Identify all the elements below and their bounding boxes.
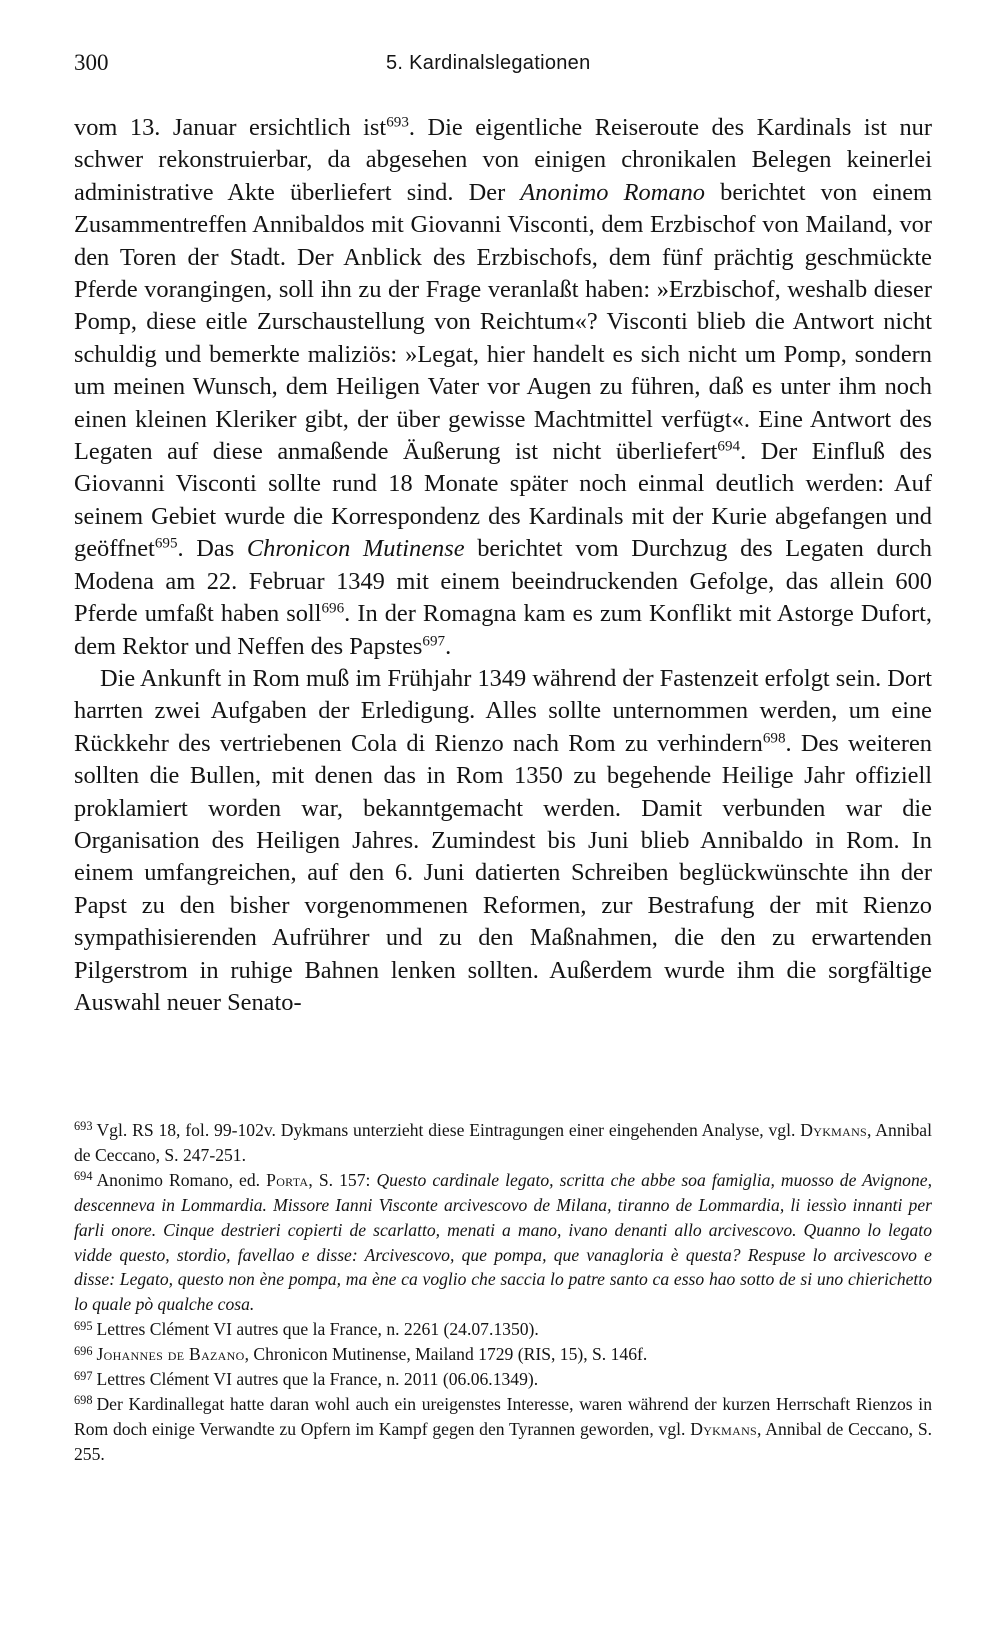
text-run: Lettres Clément VI autres que la France, n. 2011 (06.06.1349). <box>96 1369 539 1390</box>
author-name: Johannes de Bazano <box>96 1344 245 1365</box>
italic-title: Chronicon Mutinense <box>246 535 465 563</box>
text-run: . Des weiteren sollten die Bullen, mit denen das in Rom 1350 zu begehende Heilige Jahr offiziell proklamiert worden war, bekanntgemacht werden. Damit verbunden war die Organisation des Heiligen Jahres. Zumindest bis Juni blieb Annibaldo in Rom. In einem umfangreichen, auf den 6. Juni datierten Schreiben beglückwünschte ihn der Papst zu den bisher vorgenommenen Reformen, zur Bestrafung der mit Rienzo sympathisierenden Aufrührer und zu den Maßnahmen, die den zu erwartenden Pilgerstrom in ruhige Bahnen lenken sollten. Außerdem wurde ihm die sorgfältige Auswahl neuer Senato- <box>74 729 933 1016</box>
footnote-697 <box>74 1367 932 1392</box>
paragraph-2 <box>74 663 932 1019</box>
paragraph-1 <box>74 112 932 663</box>
footnote-ref-697: 697 <box>422 633 446 650</box>
footnote-number: 694 <box>74 1169 93 1184</box>
text-run: . Der Einfluß des Giovanni Visconti sollte rund 18 Monate später noch einmal deutlich werden: Auf seinem Gebiet wurde die Korrespondenz des Kardinals mit der Kurie abgefangen und geöffnet <box>74 438 932 563</box>
footnote-ref-695: 695 <box>154 535 178 552</box>
text-run: , Annibal de Ceccano, S. 247-251. <box>74 1120 932 1165</box>
footnote-ref-693: 693 <box>386 114 409 131</box>
footnote-693 <box>74 1118 932 1168</box>
footnote-number: 695 <box>74 1318 93 1333</box>
text-run: berichtet vom Durchzug des Legaten durch Modena am 22. Februar 1349 mit einem beeindruckenden Gefolge, das allein 600 Pferde umfaßt haben soll <box>74 535 932 628</box>
footnote-695 <box>74 1317 932 1342</box>
text-run: . Die eigentliche Reiseroute des Kardinals ist nur schwer rekonstruierbar, da abgesehen von einigen chronikalen Belegen keinerlei administrative Akte überliefert sind. Der <box>74 114 932 206</box>
text-run: . <box>445 632 452 660</box>
text-run: berichtet von einem Zusammentreffen Annibaldos mit Giovanni Visconti, dem Erzbischof von Mailand, vor den Toren der Stadt. Der Anblick des Erzbischofs, dem fünf prächtig geschmückte Pferde vorangingen, soll ihn zu der Frage veranlaßt haben: »Erzbischof, weshalb dieser Pomp, diese eitle Zurschaustellung von Reichtum«? Visconti blieb die Antwort nicht schuldig und bemerkte maliziös: »Legat, hier handelt es sich nicht um Pomp, sondern um meinen Wunsch, dem Heiligen Vater vor Augen zu führen, daß es unter ihm noch einen kleinen Kleriker gibt, der über gewisse Machtmittel verfügt«. Eine Antwort des Legaten auf diese anmaßende Äußerung ist nicht überliefert <box>74 178 933 466</box>
text-run: Lettres Clément VI autres que la France, n. 2261 (24.07.1350). <box>96 1319 539 1340</box>
running-head: 5. Kardinalslegationen <box>386 52 591 74</box>
footnotes <box>74 1118 932 1467</box>
footnote-number: 693 <box>74 1119 93 1134</box>
footnote-696 <box>74 1342 932 1367</box>
footnote-694 <box>74 1168 932 1317</box>
italic-quote: Questo cardinale legato, scritta che abbe soa famiglia, muosso de Avignone, descenneva in Lommardia. Missore Ianni Visconte arcivescovo de Milana, tiranno de Lommardia, li iessìo innanti per farli onore. Cinque destrieri copierti de scarlatto, menati a mano, ivano denanti allo arcivescovo. Quanno lo legato vidde questo, stordio, favellao e disse: Arcivescovo, que pompa, que vanagloria è questa? Respuse lo arcivescovo e disse: Legato, questo non ène pompa, ma ène ca voglio che saccia lo patre santo ca esso hao sotto de si uno chierichetto lo quale pò qualche cosa. <box>74 1169 932 1315</box>
page-number: 300 <box>74 50 109 75</box>
footnote-ref-696: 696 <box>321 600 345 617</box>
text-run: , S. 157: <box>308 1169 377 1190</box>
text-run: Die Ankunft in Rom muß im Frühjahr 1349 während der Fastenzeit erfolgt sein. Dort harrten zwei Aufgaben der Erledigung. Alles sollte unternommen werden, um eine Rückkehr des vertriebenen Cola di Rienzo nach Rom zu verhindern <box>74 664 932 757</box>
text-run: , Annibal de Ceccano, S. 255. <box>74 1418 932 1464</box>
page-header <box>74 50 932 82</box>
author-name: Porta <box>266 1169 309 1190</box>
footnote-number: 697 <box>74 1368 93 1383</box>
text-run: , Chronicon Mutinense, Mailand 1729 (RIS, 15), S. 146f. <box>244 1344 648 1365</box>
text-run: Der Kardinallegat hatte daran wohl auch ein ureigenstes Interesse, waren während der kurzen Herrschaft Rienzos in Rom doch einige Verwandte zu Opfern im Kampf gegen den Tyrannen geworden, vgl. <box>74 1393 932 1439</box>
text-run: . In der Romagna kam es zum Konflikt mit Astorge Dufort, dem Rektor und Neffen des Papstes <box>74 600 932 660</box>
text-run: . Das <box>177 535 247 563</box>
footnote-number: 696 <box>74 1343 93 1358</box>
footnote-number: 698 <box>74 1393 93 1408</box>
text-run: vom 13. Januar ersichtlich ist <box>74 114 387 141</box>
footnote-ref-698: 698 <box>762 730 786 747</box>
author-name: Dykmans <box>800 1120 868 1140</box>
text-run: Anonimo Romano, ed. <box>96 1169 267 1190</box>
italic-title: Anonimo Romano <box>520 178 705 206</box>
author-name: Dykmans <box>690 1418 758 1439</box>
footnote-698 <box>74 1392 932 1467</box>
text-run: Vgl. RS 18, fol. 99-102v. Dykmans unterzieht diese Eintragungen einer eingehenden Analyse, vgl. <box>96 1120 801 1140</box>
main-text <box>74 112 932 1019</box>
footnote-ref-694: 694 <box>717 438 741 455</box>
